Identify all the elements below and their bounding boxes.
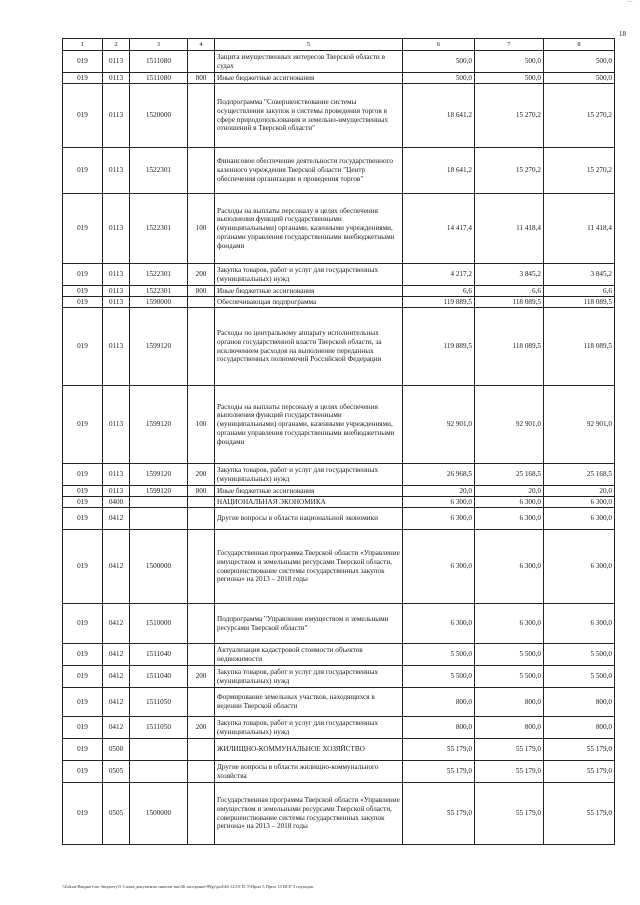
cell-v7: 55 179,0: [475, 761, 544, 783]
cell-c2: 0412: [103, 666, 130, 688]
cell-c4: [188, 530, 215, 604]
cell-v8: 6 300,0: [544, 530, 615, 604]
cell-desc: Другие вопросы в области жилищно-коммунального хозяйства: [215, 761, 403, 783]
cell-c3: 1511050: [130, 717, 188, 739]
cell-v8: 800,0: [544, 717, 615, 739]
cell-v8: 11 418,4: [544, 194, 615, 264]
corner-mark: —: [627, 0, 632, 5]
cell-v8: 55 179,0: [544, 761, 615, 783]
cell-c2: 0400: [103, 497, 130, 508]
cell-c2: 0505: [103, 761, 130, 783]
cell-c3: 1522301: [130, 286, 188, 297]
cell-v7: 500,0: [475, 73, 544, 84]
cell-v6: 119 889,5: [403, 308, 475, 386]
table-row: [63, 688, 615, 717]
cell-v8: 5 500,0: [544, 644, 615, 666]
table-row: [63, 497, 615, 508]
cell-c3: 1599120: [130, 386, 188, 464]
cell-c1: 019: [63, 264, 103, 286]
table-row: [63, 286, 615, 297]
cell-c2: 0113: [103, 286, 130, 297]
cell-v8: 20,0: [544, 486, 615, 497]
cell-c4: [188, 84, 215, 148]
cell-c3: [130, 508, 188, 530]
cell-v6: 6 300,0: [403, 604, 475, 644]
cell-c3: 1510000: [130, 604, 188, 644]
table-row: [63, 717, 615, 739]
table-row: [63, 51, 615, 73]
cell-c1: 019: [63, 644, 103, 666]
cell-v7: 15 270,2: [475, 148, 544, 194]
cell-c4: 800: [188, 486, 215, 497]
table-row: [63, 666, 615, 688]
cell-c3: 1522301: [130, 148, 188, 194]
cell-v7: 25 168,5: [475, 464, 544, 486]
cell-c3: 1511080: [130, 73, 188, 84]
cell-c3: 1511040: [130, 644, 188, 666]
cell-v7: 6 300,0: [475, 530, 544, 604]
cell-v8: 6 300,0: [544, 604, 615, 644]
cell-c4: [188, 51, 215, 73]
cell-v6: 4 217,2: [403, 264, 475, 286]
cell-v6: 800,0: [403, 717, 475, 739]
cell-v8: 15 270,2: [544, 148, 615, 194]
cell-c1: 019: [63, 666, 103, 688]
cell-c1: 019: [63, 308, 103, 386]
cell-c2: 0500: [103, 739, 130, 761]
cell-desc: Закупка товаров, работ и услуг для государственных (муниципальных) нужд: [215, 717, 403, 739]
cell-v7: 800,0: [475, 688, 544, 717]
cell-v6: 6 300,0: [403, 508, 475, 530]
cell-v7: 55 179,0: [475, 783, 544, 845]
cell-c1: 019: [63, 148, 103, 194]
table-row: [63, 297, 615, 308]
cell-v6: 18 641,2: [403, 148, 475, 194]
cell-desc: Закупка товаров, работ и услуг для государственных (муниципальных) нужд: [215, 264, 403, 286]
cell-c1: 019: [63, 783, 103, 845]
budget-table: [62, 38, 615, 845]
cell-v7: 3 845,2: [475, 264, 544, 286]
cell-v7: 5 500,0: [475, 666, 544, 688]
table-row: [63, 644, 615, 666]
cell-c4: 100: [188, 194, 215, 264]
table-row: [63, 508, 615, 530]
table-row: [63, 464, 615, 486]
cell-c3: 1500000: [130, 783, 188, 845]
cell-v8: 55 179,0: [544, 739, 615, 761]
cell-desc: Расходы на выплаты персоналу в целях обеспечения выполнения функций государственными (муниципальными) органами, казенными учреждениями, органами управления государственными внебюджетными фондами: [215, 194, 403, 264]
cell-desc: Иные бюджетные ассигнования: [215, 73, 403, 84]
cell-desc: Подпрограмма "Управление имуществом и земельными ресурсами Тверской области": [215, 604, 403, 644]
cell-c3: 1599120: [130, 486, 188, 497]
cell-desc: Другие вопросы в области национальной экономики: [215, 508, 403, 530]
table-row: [63, 486, 615, 497]
cell-c4: 800: [188, 73, 215, 84]
cell-c3: 1511040: [130, 666, 188, 688]
cell-c4: [188, 783, 215, 845]
cell-desc: ЖИЛИЩНО-КОММУНАЛЬНОЕ ХОЗЯЙСТВО: [215, 739, 403, 761]
footer-note: \\Zakon\Bюджет\пo бюджету\5 Сплав документы ивахтагтва\46 заседание\99gr\pril\46 12\19 П. 5\Прил 5 Прил 15 ВСР 3 годзадок: [62, 884, 314, 889]
cell-v7: 6 300,0: [475, 497, 544, 508]
cell-c4: 200: [188, 264, 215, 286]
cell-v8: 55 179,0: [544, 783, 615, 845]
cell-c1: 019: [63, 739, 103, 761]
cell-c2: 0113: [103, 84, 130, 148]
cell-c2: 0113: [103, 464, 130, 486]
cell-c4: [188, 739, 215, 761]
cell-desc: Иные бюджетные ассигнования: [215, 486, 403, 497]
cell-v6: 500,0: [403, 51, 475, 73]
cell-v8: 6 300,0: [544, 508, 615, 530]
table-row: [63, 386, 615, 464]
cell-v6: 500,0: [403, 73, 475, 84]
cell-v8: 25 168,5: [544, 464, 615, 486]
cell-v7: 92 901,0: [475, 386, 544, 464]
table-row: [63, 530, 615, 604]
cell-c4: [188, 497, 215, 508]
cell-c4: [188, 688, 215, 717]
cell-c1: 019: [63, 84, 103, 148]
cell-desc: Финансовое обеспечение деятельности государственного казенного учреждения Тверской области "Центр обеспечения организации и проведения торгов": [215, 148, 403, 194]
cell-v6: 5 500,0: [403, 644, 475, 666]
cell-c2: 0113: [103, 73, 130, 84]
cell-c2: 0412: [103, 688, 130, 717]
column-header-7: 7: [475, 39, 544, 51]
cell-c4: 200: [188, 717, 215, 739]
table-body: [63, 51, 615, 845]
cell-c4: 200: [188, 666, 215, 688]
cell-c3: 1520000: [130, 84, 188, 148]
cell-c1: 019: [63, 508, 103, 530]
cell-v8: 5 500,0: [544, 666, 615, 688]
cell-c4: [188, 308, 215, 386]
cell-c1: 019: [63, 51, 103, 73]
cell-v6: 5 500,0: [403, 666, 475, 688]
cell-c1: 019: [63, 194, 103, 264]
cell-v8: 500,0: [544, 51, 615, 73]
cell-c3: 1511050: [130, 688, 188, 717]
cell-v6: 6 300,0: [403, 497, 475, 508]
table-row: [63, 148, 615, 194]
cell-c3: 1599120: [130, 308, 188, 386]
cell-v6: 20,0: [403, 486, 475, 497]
cell-c4: [188, 644, 215, 666]
cell-desc: Расходы по центральному аппарату исполнительных органов государственной власти Тверской области, за исключением расходов на выполнение переданных государственных полномочий Российской Федерации: [215, 308, 403, 386]
table-row: [63, 73, 615, 84]
cell-c3: 1590000: [130, 297, 188, 308]
cell-desc: Обеспечивающая подпрограмма: [215, 297, 403, 308]
cell-c3: [130, 739, 188, 761]
cell-c1: 019: [63, 761, 103, 783]
cell-c2: 0113: [103, 264, 130, 286]
cell-c1: 019: [63, 297, 103, 308]
cell-c2: 0412: [103, 717, 130, 739]
cell-v7: 800,0: [475, 717, 544, 739]
cell-v7: 118 089,5: [475, 308, 544, 386]
cell-c2: 0412: [103, 644, 130, 666]
cell-desc: Расходы на выплаты персоналу в целях обеспечения выполнения функций государственными (муниципальными) органами, казенными учреждениями, органами управления государственными внебюджетными фондами: [215, 386, 403, 464]
cell-v8: 6,6: [544, 286, 615, 297]
cell-c3: 1511080: [130, 51, 188, 73]
cell-v8: 15 270,2: [544, 84, 615, 148]
cell-v6: 800,0: [403, 688, 475, 717]
cell-v7: 6,6: [475, 286, 544, 297]
column-header-3: 3: [130, 39, 188, 51]
cell-v8: 92 901,0: [544, 386, 615, 464]
header-row: [63, 39, 615, 51]
cell-c3: 1522301: [130, 194, 188, 264]
cell-v6: 14 417,4: [403, 194, 475, 264]
cell-c1: 019: [63, 464, 103, 486]
table-row: [63, 783, 615, 845]
cell-v7: 500,0: [475, 51, 544, 73]
table-row: [63, 604, 615, 644]
table-row: [63, 194, 615, 264]
cell-c1: 019: [63, 486, 103, 497]
cell-v7: 6 300,0: [475, 604, 544, 644]
cell-desc: Государственная программа Тверской области «Управление имуществом и земельными ресурсами Тверской области, совершенствование системы государственных закупок региона» на 2013 – 2018 годы: [215, 530, 403, 604]
cell-c1: 019: [63, 497, 103, 508]
cell-c4: 800: [188, 286, 215, 297]
cell-desc: Подпрограмма "Совершенствование системы осуществления закупок и системы проведения торгов в сфере природопользования и земельно-имущественных отношений в Тверской области": [215, 84, 403, 148]
column-header-4: 4: [188, 39, 215, 51]
cell-v6: 55 179,0: [403, 739, 475, 761]
cell-desc: Формирование земельных участков, находящихся в ведении Тверской области: [215, 688, 403, 717]
cell-v6: 55 179,0: [403, 761, 475, 783]
cell-c3: 1500000: [130, 530, 188, 604]
cell-c2: 0113: [103, 51, 130, 73]
cell-c2: 0113: [103, 194, 130, 264]
table-row: [63, 308, 615, 386]
cell-c4: [188, 761, 215, 783]
cell-c2: 0412: [103, 530, 130, 604]
cell-v6: 26 968,5: [403, 464, 475, 486]
cell-v7: 55 179,0: [475, 739, 544, 761]
cell-c1: 019: [63, 286, 103, 297]
cell-c3: [130, 761, 188, 783]
cell-desc: Актуализация кадастровой стоимости объектов недвижимости: [215, 644, 403, 666]
cell-c4: 100: [188, 386, 215, 464]
cell-c4: 200: [188, 464, 215, 486]
cell-desc: Защита имущественных интересов Тверской области в судах: [215, 51, 403, 73]
cell-c1: 019: [63, 688, 103, 717]
cell-v7: 11 418,4: [475, 194, 544, 264]
cell-v8: 118 089,5: [544, 308, 615, 386]
cell-v8: 500,0: [544, 73, 615, 84]
cell-c2: 0505: [103, 783, 130, 845]
cell-c1: 019: [63, 604, 103, 644]
cell-c2: 0113: [103, 386, 130, 464]
cell-c2: 0113: [103, 486, 130, 497]
cell-desc: Государственная программа Тверской области «Управление имуществом и земельными ресурсами Тверской области, совершенствование системы государственных закупок региона» на 2013 – 2018 годы: [215, 783, 403, 845]
cell-c4: [188, 508, 215, 530]
table-row: [63, 761, 615, 783]
cell-c2: 0113: [103, 308, 130, 386]
cell-desc: Закупка товаров, работ и услуг для государственных (муниципальных) нужд: [215, 464, 403, 486]
cell-v6: 55 179,0: [403, 783, 475, 845]
cell-v8: 3 845,2: [544, 264, 615, 286]
cell-v8: 6 300,0: [544, 497, 615, 508]
table-row: [63, 84, 615, 148]
cell-c1: 019: [63, 530, 103, 604]
cell-desc: Иные бюджетные ассигнования: [215, 286, 403, 297]
page-number: 18: [619, 30, 626, 38]
cell-c4: [188, 604, 215, 644]
cell-c4: [188, 297, 215, 308]
cell-c1: 019: [63, 717, 103, 739]
cell-v7: 20,0: [475, 486, 544, 497]
cell-c3: 1522301: [130, 264, 188, 286]
table-row: [63, 264, 615, 286]
cell-v6: 6,6: [403, 286, 475, 297]
column-header-6: 6: [403, 39, 475, 51]
cell-v6: 6 300,0: [403, 530, 475, 604]
cell-desc: НАЦИОНАЛЬНАЯ ЭКОНОМИКА: [215, 497, 403, 508]
cell-v7: 5 500,0: [475, 644, 544, 666]
column-header-5: 5: [215, 39, 403, 51]
cell-c3: 1599120: [130, 464, 188, 486]
cell-v7: 6 300,0: [475, 508, 544, 530]
cell-v7: 15 270,2: [475, 84, 544, 148]
column-header-2: 2: [103, 39, 130, 51]
cell-v6: 119 889,5: [403, 297, 475, 308]
cell-c2: 0113: [103, 148, 130, 194]
cell-c4: [188, 148, 215, 194]
cell-c2: 0113: [103, 297, 130, 308]
cell-c1: 019: [63, 73, 103, 84]
column-header-1: 1: [63, 39, 103, 51]
cell-c3: [130, 497, 188, 508]
cell-desc: Закупка товаров, работ и услуг для государственных (муниципальных) нужд: [215, 666, 403, 688]
cell-c2: 0412: [103, 604, 130, 644]
cell-v8: 118 089,5: [544, 297, 615, 308]
cell-c2: 0412: [103, 508, 130, 530]
cell-v6: 18 641,2: [403, 84, 475, 148]
table-row: [63, 739, 615, 761]
cell-v8: 800,0: [544, 688, 615, 717]
cell-v7: 118 089,5: [475, 297, 544, 308]
cell-v6: 92 901,0: [403, 386, 475, 464]
cell-c1: 019: [63, 386, 103, 464]
column-header-8: 8: [544, 39, 615, 51]
